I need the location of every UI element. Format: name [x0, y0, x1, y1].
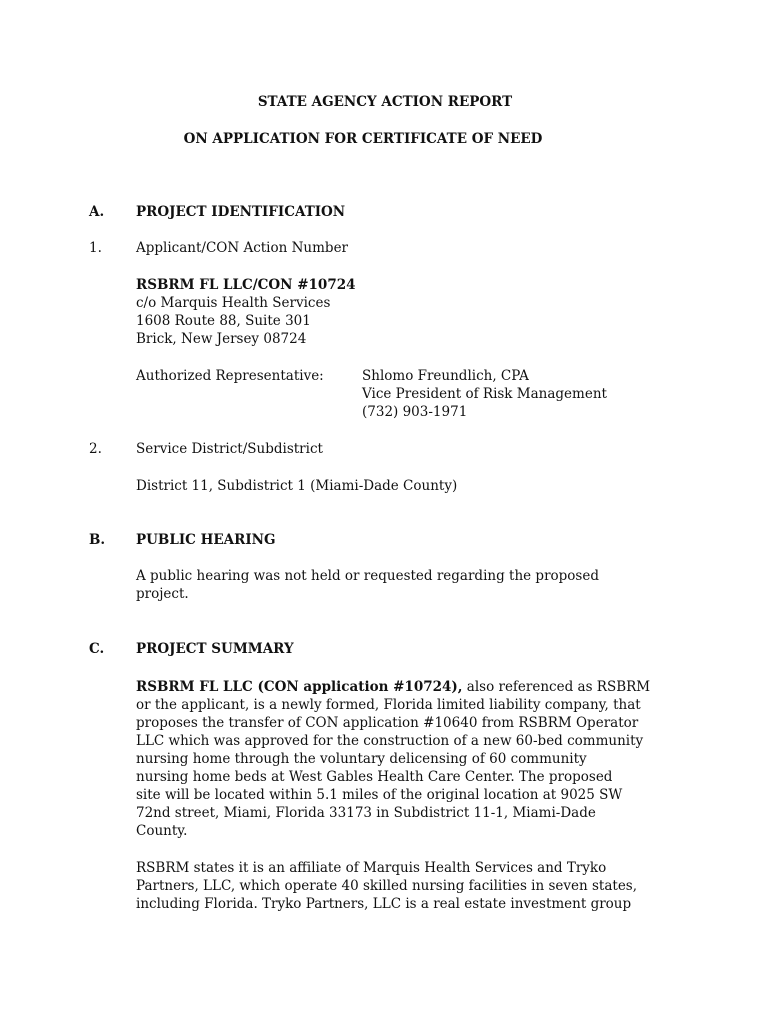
authorized-rep-title: Vice President of Risk Management — [362, 386, 607, 402]
report-subtitle: ON APPLICATION FOR CERTIFICATE OF NEED — [183, 131, 543, 147]
applicant-reference: RSBRM FL LLC (CON application #10724), — [136, 679, 463, 695]
service-district-value: District 11, Subdistrict 1 (Miami-Dade County) — [136, 478, 458, 494]
summary-para2-line: including Florida. Tryko Partners, LLC is a real estate investment group — [136, 896, 632, 912]
authorized-rep-phone: (732) 903-1971 — [362, 404, 468, 420]
section-a-heading: PROJECT IDENTIFICATION — [136, 204, 346, 220]
summary-para1-line — [136, 678, 650, 696]
summary-para1-line: 72nd street, Miami, Florida 33173 in Subdistrict 11-1, Miami-Dade — [136, 805, 596, 821]
applicant-name: RSBRM FL LLC/CON #10724 — [136, 277, 356, 293]
summary-para1-first-rest: also referenced as RSBRM — [462, 679, 651, 695]
section-a-letter: A. — [89, 204, 105, 220]
item-2-label: Service District/Subdistrict — [136, 441, 323, 457]
summary-para1-line: site will be located within 5.1 miles of the original location at 9025 SW — [136, 787, 623, 803]
address-line: Brick, New Jersey 08724 — [136, 331, 307, 347]
section-c-letter: C. — [89, 641, 105, 657]
summary-para2-line: Partners, LLC, which operate 40 skilled nursing facilities in seven states, — [136, 878, 638, 894]
summary-para1-line: or the applicant, is a newly formed, Florida limited liability company, that — [136, 697, 641, 713]
public-hearing-text-line: project. — [136, 586, 189, 602]
summary-para2-line: RSBRM states it is an affiliate of Marquis Health Services and Tryko — [136, 860, 607, 876]
authorized-rep-label: Authorized Representative: — [136, 368, 324, 384]
summary-para1-line: LLC which was approved for the construction of a new 60-bed community — [136, 733, 644, 749]
summary-para1-line: nursing home through the voluntary delicensing of 60 community — [136, 751, 587, 767]
item-1-label: Applicant/CON Action Number — [136, 240, 349, 256]
address-line: 1608 Route 88, Suite 301 — [136, 313, 311, 329]
section-b-letter: B. — [89, 532, 106, 548]
summary-para1-line: nursing home beds at West Gables Health Care Center. The proposed — [136, 769, 613, 785]
address-line: c/o Marquis Health Services — [136, 295, 331, 311]
section-c-heading: PROJECT SUMMARY — [136, 641, 294, 657]
report-title: STATE AGENCY ACTION REPORT — [257, 94, 513, 110]
section-b-heading: PUBLIC HEARING — [136, 532, 276, 548]
authorized-rep-name: Shlomo Freundlich, CPA — [362, 368, 529, 384]
summary-para1-line: proposes the transfer of CON application #10640 from RSBRM Operator — [136, 715, 639, 731]
public-hearing-text-line: A public hearing was not held or requested regarding the proposed — [136, 568, 599, 584]
summary-para1-line: County. — [136, 823, 188, 839]
item-1-number: 1. — [89, 240, 102, 256]
item-2-number: 2. — [89, 441, 102, 457]
